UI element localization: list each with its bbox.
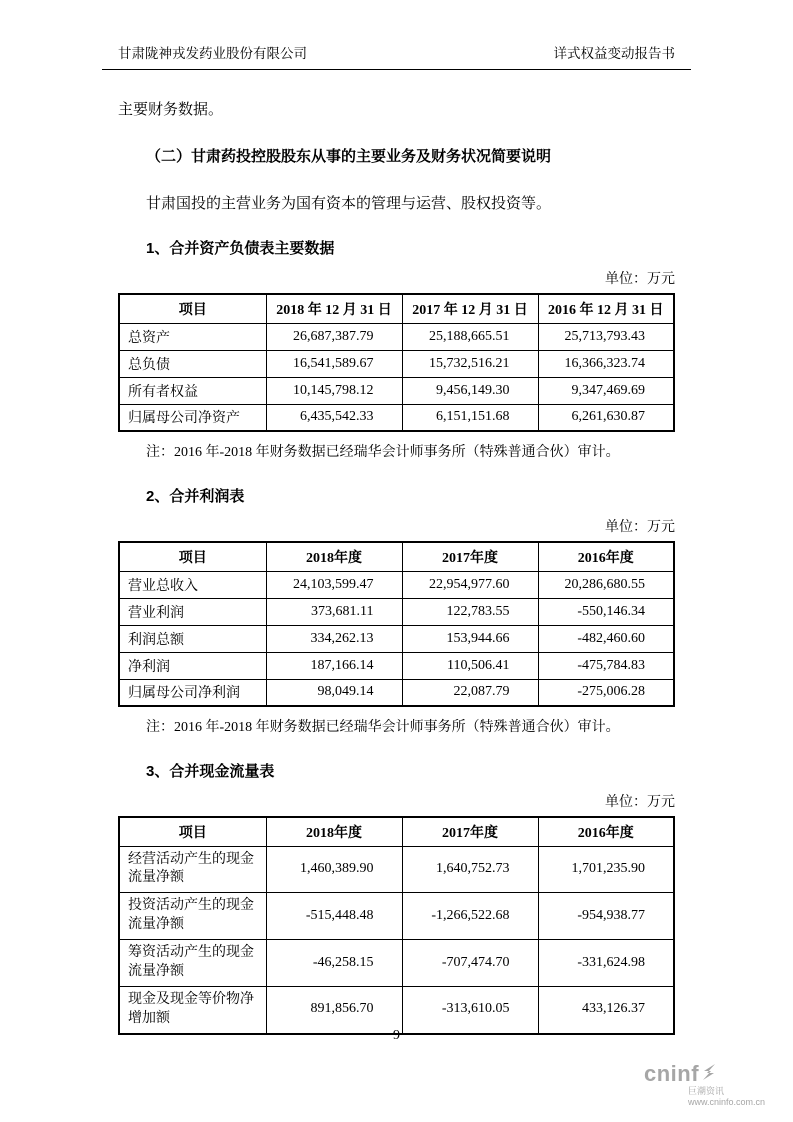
value-cell: -707,474.70	[402, 940, 538, 987]
table-row	[119, 625, 674, 652]
column-header: 2016年度	[538, 817, 674, 846]
value-cell: -482,460.60	[538, 625, 674, 652]
value-cell: 373,681.11	[266, 598, 402, 625]
value-cell: 16,366,323.74	[538, 350, 674, 377]
row-label: 归属母公司净资产	[119, 404, 266, 431]
cninfo-logo-icon	[701, 1063, 717, 1086]
column-header: 项目	[119, 294, 266, 323]
income-statement-table	[118, 541, 675, 707]
table-row	[119, 350, 674, 377]
row-label: 归属母公司净利润	[119, 679, 266, 706]
value-cell: -275,006.28	[538, 679, 674, 706]
value-cell: 334,262.13	[266, 625, 402, 652]
value-cell: 26,687,387.79	[266, 323, 402, 350]
value-cell: 22,954,977.60	[402, 571, 538, 598]
table-row	[119, 571, 674, 598]
value-cell: -331,624.98	[538, 940, 674, 987]
column-header: 2018年度	[266, 542, 402, 571]
value-cell: -475,784.83	[538, 652, 674, 679]
row-label: 营业利润	[119, 598, 266, 625]
value-cell: 1,640,752.73	[402, 846, 538, 893]
value-cell: 891,856.70	[266, 986, 402, 1033]
header-company-name: 甘肃陇神戎发药业股份有限公司	[118, 46, 307, 61]
value-cell: -1,266,522.68	[402, 893, 538, 940]
value-cell: -46,258.15	[266, 940, 402, 987]
value-cell: 25,188,665.51	[402, 323, 538, 350]
value-cell: 20,286,680.55	[538, 571, 674, 598]
section-heading: （二）甘肃药投控股股东从事的主要业务及财务状况简要说明	[146, 148, 552, 165]
table-row	[119, 404, 674, 431]
value-cell: 6,151,151.68	[402, 404, 538, 431]
page-number: 9	[393, 1028, 400, 1043]
row-label: 筹资活动产生的现金流量净额	[119, 940, 266, 987]
value-cell: 6,261,630.87	[538, 404, 674, 431]
value-cell: 153,944.66	[402, 625, 538, 652]
value-cell: 22,087.79	[402, 679, 538, 706]
table-row	[119, 679, 674, 706]
value-cell: 15,732,516.21	[402, 350, 538, 377]
column-header: 项目	[119, 542, 266, 571]
column-header: 2017 年 12 月 31 日	[402, 294, 538, 323]
row-label: 所有者权益	[119, 377, 266, 404]
value-cell: 16,541,589.67	[266, 350, 402, 377]
value-cell: 9,456,149.30	[402, 377, 538, 404]
table2-title: 2、合并利润表	[146, 488, 245, 505]
row-label: 总负债	[119, 350, 266, 377]
column-header: 项目	[119, 817, 266, 846]
value-cell: 9,347,469.69	[538, 377, 674, 404]
value-cell: 98,049.14	[266, 679, 402, 706]
column-header: 2017年度	[402, 817, 538, 846]
column-header: 2016 年 12 月 31 日	[538, 294, 674, 323]
table-header-row	[119, 817, 674, 846]
row-label: 净利润	[119, 652, 266, 679]
table3-title: 3、合并现金流量表	[146, 763, 275, 780]
cninfo-logo-url: www.cninfo.com.cn	[687, 1097, 765, 1108]
table-row	[119, 598, 674, 625]
table2-unit-label: 单位：万元	[605, 520, 675, 535]
table-row	[119, 323, 674, 350]
table-header-row	[119, 294, 674, 323]
value-cell: -313,610.05	[402, 986, 538, 1033]
table2-note: 注：2016 年-2018 年财务数据已经瑞华会计师事务所（特殊普通合伙）审计。	[146, 720, 620, 735]
cninfo-logo-word: cninf	[643, 1061, 700, 1086]
row-label: 投资活动产生的现金流量净额	[119, 893, 266, 940]
value-cell: 10,145,798.12	[266, 377, 402, 404]
table-row	[119, 986, 674, 1033]
table-row	[119, 652, 674, 679]
value-cell: 110,506.41	[402, 652, 538, 679]
intro-text: 主要财务数据。	[118, 102, 224, 118]
column-header: 2018 年 12 月 31 日	[266, 294, 402, 323]
page-header	[102, 42, 691, 70]
balance-sheet-table	[118, 293, 675, 432]
value-cell: -550,146.34	[538, 598, 674, 625]
header-report-title: 详式权益变动报告书	[553, 46, 675, 61]
table1-title: 1、合并资产负债表主要数据	[146, 240, 335, 257]
cash-flow-table	[118, 816, 675, 1035]
table3-unit-label: 单位：万元	[605, 795, 675, 810]
column-header: 2017年度	[402, 542, 538, 571]
value-cell: 24,103,599.47	[266, 571, 402, 598]
value-cell: 1,460,389.90	[266, 846, 402, 893]
value-cell: 6,435,542.33	[266, 404, 402, 431]
row-label: 经营活动产生的现金流量净额	[119, 846, 266, 893]
value-cell: 187,166.14	[266, 652, 402, 679]
row-label: 现金及现金等价物净增加额	[119, 986, 266, 1033]
table-row	[119, 893, 674, 940]
value-cell: 25,713,793.43	[538, 323, 674, 350]
value-cell: 122,783.55	[402, 598, 538, 625]
value-cell: -515,448.48	[266, 893, 402, 940]
table-header-row	[119, 542, 674, 571]
table-row	[119, 377, 674, 404]
value-cell: 433,126.37	[538, 986, 674, 1033]
table1-note: 注：2016 年-2018 年财务数据已经瑞华会计师事务所（特殊普通合伙）审计。	[146, 445, 620, 460]
column-header: 2018年度	[266, 817, 402, 846]
value-cell: -954,938.77	[538, 893, 674, 940]
table-row	[119, 846, 674, 893]
row-label: 营业总收入	[119, 571, 266, 598]
value-cell: 1,701,235.90	[538, 846, 674, 893]
table-row	[119, 940, 674, 987]
table1-unit-label: 单位：万元	[605, 272, 675, 287]
cninfo-logo	[644, 1062, 765, 1108]
business-description-paragraph: 甘肃国投的主营业务为国有资本的管理与运营、股权投资等。	[146, 196, 552, 212]
column-header: 2016年度	[538, 542, 674, 571]
row-label: 总资产	[119, 323, 266, 350]
row-label: 利润总额	[119, 625, 266, 652]
cninfo-logo-subtitle: 巨潮资讯	[687, 1086, 724, 1097]
